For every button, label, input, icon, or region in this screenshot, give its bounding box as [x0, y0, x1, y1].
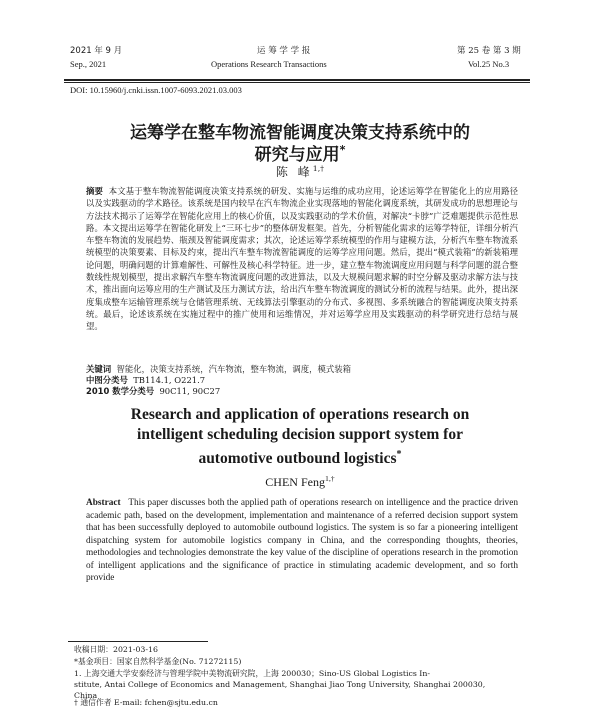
keywords-label: 关键词 — [86, 364, 112, 374]
footnote-corresponding — [74, 698, 530, 707]
footnote-corr-text: 通信作者 E-mail: fchen@sjtu.edu.cn — [80, 698, 218, 707]
abstract-cn — [86, 185, 518, 333]
title-cn-line2 — [0, 140, 600, 165]
clc-number — [86, 375, 518, 386]
title-cn-footnote-mark: * — [339, 143, 346, 157]
header-volume-cn: 第 25 卷 第 3 期 — [457, 46, 521, 56]
footnote-affiliation — [74, 668, 530, 701]
header-rule-thin — [64, 82, 530, 83]
title-en-footnote-mark: * — [396, 449, 402, 460]
footnote-rule — [68, 641, 208, 642]
msc-text: 90C11, 90C27 — [159, 386, 221, 396]
abstract-cn-text: 本文基于整车物流智能调度决策支持系统的研发、实施与运维的成功应用，论述运筹学在智能化上的应用路径以及实践驱动的学术路径。该系统是国内较早在汽车物流企业实现落地的智能化调度系统，其研发成功的思想理论与方法技术揭示了运筹学在智能化应用上的核心价值，以及实践驱动的学术价值，对解决“卡脖”广泛难题提供示范性思路。本文提出运筹学在智能化研发上“三环七步”的整体研发框架。首先，分析智能化需求的运筹学特征，详细分析汽车整车物流的发展趋势、瓶颈及智能调度需求；其次，论述运筹学系统模型的作用与建模方法，分析汽车整车物流系统模型的决策要素、目标及约束，提出汽车整车物流智能调度的运筹学应用问题。然后，提出“模式装箱”的新装箱理论问题，明确问题的计算难解性、可解性及核心科学特征。进一步，建立整车物流调度应用问题与科学问题的混合整数线性规划模型，提出求解汽车整车物流调度问题的改进算法，以及大规模问题求解的时空分解及驱动求解方法与技术，推出面向运筹应用的生产测试及压力测试方法，给出汽车整车物流调度的测试分析的流程与结果。此外，提出深度集成整车运输管理系统与仓储管理系统、无线算法引擎驱动的分布式、多视图、多系统融合的智能调度决策支持系统。最后，论述该系统在实施过程中的推广使用和运维情况，并对运筹学应用及实践驱动的科学研究进行总结与展望。 — [86, 186, 519, 332]
doi: DOI: 10.15960/j.cnki.issn.1007-6093.2021.03.003 — [70, 85, 242, 95]
msc-label: 2010 数学分类号 — [86, 386, 155, 396]
header-volume-en: Vol.25 No.3 — [468, 59, 510, 69]
header-left-date-en: Sep., 2021 — [70, 59, 107, 69]
footnote-corr-mark: † — [74, 698, 78, 707]
clc-label: 中图分类号 — [86, 375, 128, 385]
title-en-line1: Research and application of operations research on — [130, 406, 470, 423]
title-en-line3-text: automotive outbound logistics — [198, 450, 397, 468]
abstract-en — [86, 497, 518, 585]
author-cn — [0, 163, 600, 180]
header-journal-cn: 运 筹 学 学 报 — [257, 46, 311, 56]
author-en-affil-mark: 1,† — [324, 474, 335, 483]
title-cn-line2-text: 研究与应用 — [254, 145, 340, 165]
keywords-text: 智能化，决策支持系统，汽车物流，整车物流，调度，模式装箱 — [116, 364, 351, 374]
header-left-date-cn: 2021 年 9 月 — [70, 46, 123, 56]
footnote-fund: *基金项目：国家自然科学基金(No. 71272115) — [74, 657, 242, 666]
author-cn-name: 陈 峰 — [275, 165, 313, 179]
title-cn-line1: 运筹学在整车物流智能调度决策支持系统中的 — [130, 123, 470, 143]
author-cn-affil-mark: 1,† — [312, 164, 325, 173]
abstract-en-label: Abstract — [86, 498, 121, 508]
abstract-cn-label: 摘要 — [86, 186, 104, 196]
footnote-affil-line2: stitute, Antai College of Economics and Management, Shanghai Jiao Tong University, Shanghai 200030, — [74, 680, 486, 689]
title-en — [60, 405, 540, 469]
msc-number — [86, 386, 518, 397]
author-en — [0, 474, 600, 490]
footnote-received: 收稿日期：2021-03-16 — [74, 645, 158, 654]
keywords — [86, 364, 518, 375]
footnote-affil-line1: 1. 上海交通大学安泰经济与管理学院中美物流研究院，上海 200030；Sino-US Global Logistics In- — [74, 669, 431, 678]
header-rule-thick — [64, 79, 530, 81]
header-journal-en: Operations Research Transactions — [211, 59, 327, 69]
abstract-en-text: This paper discusses both the applied path of operations research on intelligence and the practice driven academic path, based on the development, implementation and maintenance of a referred decision support system that has been successfully deployed to automobile outbound logistics. The system is so far a pioneering intelligent dispatching system for automobile logistics company in China, and the corresponding thoughts, theories, methodologies and technologies demonstrate the key value of the discipline of operations research in the promotion of intelligent applications and the significance of practice in stimulating academic development, and so forth provide — [86, 498, 518, 583]
title-en-line2: intelligent scheduling decision support system for — [137, 426, 463, 443]
title-en-line3 — [60, 445, 540, 469]
clc-text: TB114.1, O221.7 — [133, 375, 206, 385]
footnote-affil-line3: China — [74, 691, 98, 700]
author-en-name: CHEN Feng — [265, 475, 325, 489]
